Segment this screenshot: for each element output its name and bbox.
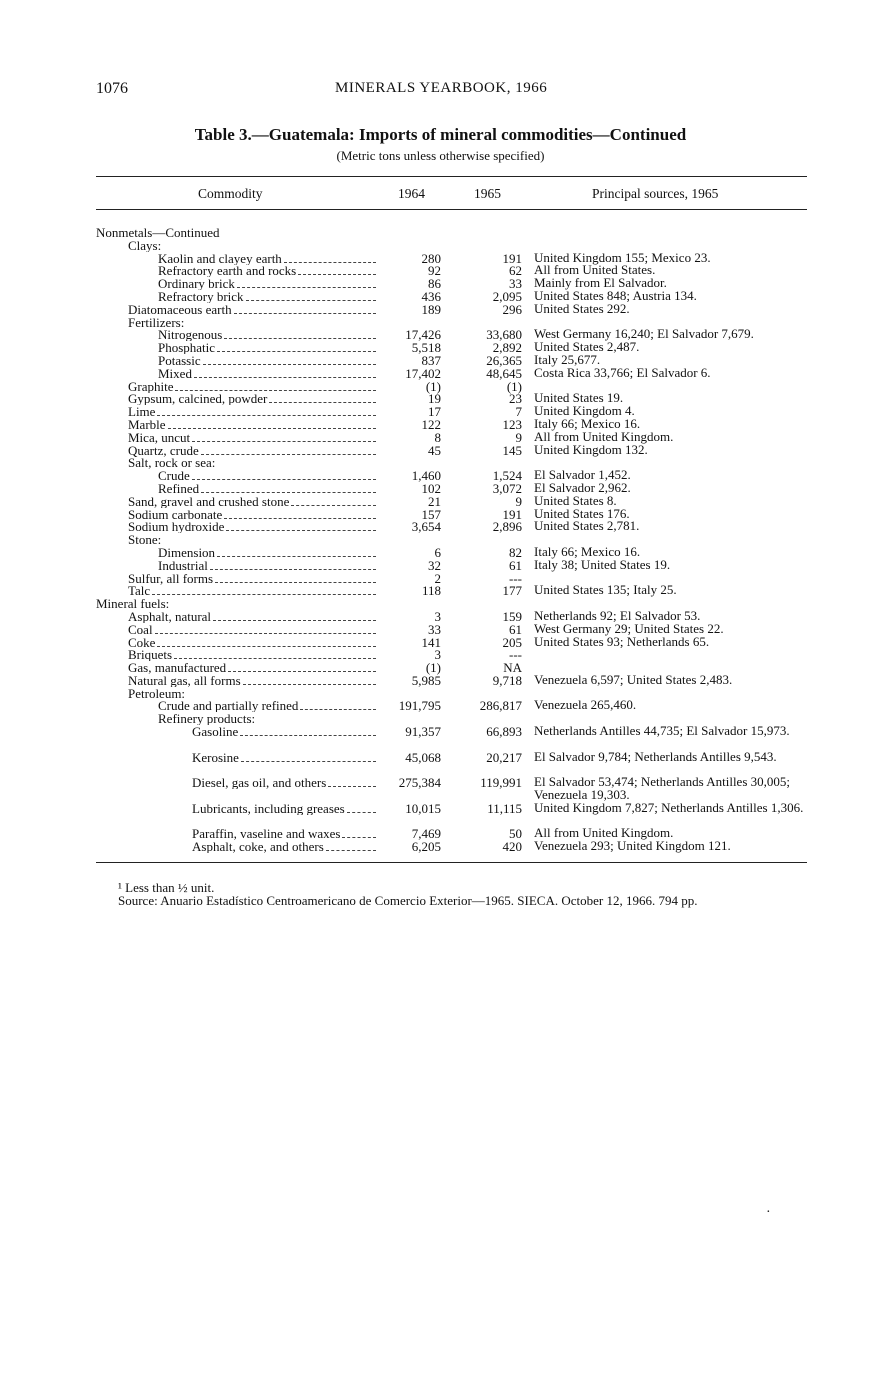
value-1965: 2,095 [492,288,522,304]
table-row [96,492,826,509]
commodity-label [128,661,376,674]
commodity-text: Natural gas, all forms [128,673,241,687]
commodity-text: Lubricants, including greases [192,801,345,815]
commodity-label [128,380,376,393]
commodity-label [128,316,184,329]
value-1965: 9 [515,429,522,445]
table-row [96,671,826,688]
commodity-label [128,239,161,252]
dot-leader [155,624,376,634]
value-1964: 280 [421,250,441,266]
principal-sources: United States 176. [534,505,630,521]
value-1964: 191,795 [398,698,441,714]
principal-sources: United Kingdom 4. [534,403,635,419]
commodity-text: Diatomaceous earth [128,302,232,316]
principal-sources: All from United States. [534,262,656,278]
value-1965: 177 [502,583,522,599]
commodity-text: Talc [128,584,151,598]
dot-leader [228,662,376,672]
dot-leader [298,265,376,275]
value-1964: 17,402 [405,365,441,381]
commodity-label [158,367,376,380]
table-row [96,239,826,252]
principal-sources: All from United Kingdom. [534,428,674,444]
principal-sources: Netherlands Antilles 44,735; El Salvador 15,973. [534,723,790,739]
value-1964: 5,518 [411,340,441,356]
dot-leader [284,253,376,263]
dot-leader [240,726,376,736]
value-1964: 19 [428,391,441,407]
principal-sources: United States 2,487. [534,339,640,355]
value-1964: (1) [425,378,441,394]
commodity-label [158,341,376,354]
commodity-text: Mica, uncut [128,430,191,444]
principal-sources: Italy 25,677. [534,351,601,367]
value-1965: 1,524 [492,468,522,484]
value-1965: 420 [502,839,522,855]
table-row [96,776,826,802]
principal-sources: United States 19. [534,390,624,406]
commodity-text: Gasoline [192,725,239,739]
commodity-text: Briquets [128,648,173,662]
principal-sources: El Salvador 53,474; Netherlands Antilles 30,005; Venezuela 19,303. [534,774,790,803]
value-1964: 837 [421,352,441,368]
dot-leader [234,304,376,314]
dot-leader [157,406,376,416]
commodity-label [128,495,376,508]
table-row [96,249,826,266]
value-1965: 191 [502,506,522,522]
principal-sources: Costa Rica 33,766; El Salvador 6. [534,364,711,380]
commodity-label [192,840,376,853]
value-1965: 33 [509,276,522,292]
value-1964: 118 [421,583,441,599]
dot-leader [226,521,376,531]
dot-leader [246,291,376,301]
value-1965: (1) [506,378,522,394]
table-row [96,687,826,700]
principal-sources: West Germany 16,240; El Salvador 7,679. [534,326,754,342]
table-row [96,226,826,239]
commodity-label [128,444,376,457]
principal-sources: El Salvador 1,452. [534,467,631,483]
dot-leader [241,752,376,762]
commodity-label [158,264,376,277]
table-row [96,520,826,533]
value-1965: 9 [515,493,522,509]
value-1965: 23 [509,391,522,407]
table-row [96,328,826,341]
value-1965: 191 [502,250,522,266]
principal-sources: El Salvador 9,784; Netherlands Antilles 9,543. [534,748,777,764]
commodity-text: Asphalt, coke, and others [192,840,324,854]
table-row [96,300,826,317]
table-title: Table 3.—Guatemala: Imports of mineral commodities—Continued [194,125,687,144]
value-1964: 86 [428,276,441,292]
value-1964: 3 [434,608,441,624]
value-1964: 157 [421,506,441,522]
commodity-label [128,648,376,661]
commodity-label [192,751,376,764]
commodity-label [158,712,255,725]
commodity-text: Mineral fuels: [96,597,170,611]
value-1965: 119,991 [480,775,522,791]
header-sources: Principal sources, 1965 [592,186,719,201]
commodity-text: Coke [128,635,156,649]
table-top-rule [96,176,807,177]
commodity-text: Fertilizers: [128,315,185,329]
running-head: MINERALS YEARBOOK, 1966 [335,80,548,96]
principal-sources: Italy 38; United States 19. [534,556,671,572]
value-1965: 82 [509,544,522,560]
commodity-text: Diesel, gas oil, and others [192,776,327,790]
principal-sources: Italy 66; Mexico 16. [534,543,641,559]
stray-dot-mark: · [766,1205,771,1220]
commodity-text: Gypsum, calcined, powder [128,392,268,406]
commodity-text: Asphalt, natural [128,609,212,623]
table-row [96,392,826,405]
table-row [96,699,826,712]
value-1964: 102 [421,480,441,496]
commodity-text: Salt, rock or sea: [128,456,216,470]
value-1965: 286,817 [479,698,522,714]
value-1964: 33 [428,621,441,637]
value-1964: 10,015 [405,800,441,816]
table-body [96,226,826,853]
commodity-label [128,392,376,405]
principal-sources: United States 2,781. [534,518,640,534]
principal-sources: United States 135; Italy 25. [534,582,677,598]
commodity-label [128,533,161,546]
value-1964: 6 [434,544,441,560]
dot-leader [192,470,376,480]
commodity-text: Stone: [128,533,162,547]
commodity-text: Ordinary brick [158,277,235,291]
value-1965: 7 [515,404,522,420]
commodity-label [192,725,376,738]
table-row [96,380,826,393]
table-row [96,277,826,290]
commodity-label [158,290,376,303]
commodity-label [128,687,185,700]
commodity-label [128,584,376,597]
commodity-text: Kaolin and clayey earth [158,251,282,265]
commodity-text: Potassic [158,353,201,367]
value-1965: 205 [502,634,522,650]
commodity-label [192,827,376,840]
table-row [96,584,826,597]
table-row [96,543,826,560]
table-row [96,264,826,277]
dot-leader [217,547,376,557]
dot-leader [201,483,376,493]
value-1964: 17 [428,404,441,420]
dot-leader [175,381,376,391]
commodity-label [128,431,376,444]
value-1964: 122 [421,416,441,432]
table-row [96,456,826,469]
commodity-text: Refinery products: [158,712,256,726]
value-1964: 7,469 [411,826,441,842]
dot-leader [269,393,376,403]
dot-leader [237,278,376,288]
commodity-label [192,776,376,789]
table-row [96,620,826,637]
dot-leader [194,368,376,378]
commodity-label [128,456,215,469]
value-1965: 9,718 [492,672,522,688]
value-1965: 61 [509,557,522,573]
table-row [96,799,826,828]
table-row [96,840,826,853]
value-1964: 17,426 [405,327,441,343]
commodity-label [128,520,376,533]
table-row [96,597,826,610]
commodity-label [96,597,169,610]
commodity-text: Phosphatic [158,341,216,355]
dot-leader [243,675,376,685]
commodity-label [128,418,376,431]
table-row [96,648,826,661]
value-1965: 62 [509,263,522,279]
table-row [96,341,826,354]
principal-sources: United Kingdom 155; Mexico 23. [534,249,711,265]
dot-leader [300,700,376,710]
principal-sources: Mainly from El Salvador. [534,275,667,291]
commodity-label [158,328,376,341]
table-row [96,428,826,445]
dot-leader [213,611,376,621]
dot-leader [152,585,376,595]
dot-leader [326,841,376,851]
table-row [96,441,826,458]
principal-sources: Venezuela 265,460. [534,697,637,713]
value-1964: 3,654 [411,519,441,535]
table-row [96,405,826,418]
table-row [96,415,826,432]
commodity-label [128,636,376,649]
commodity-text: Refractory brick [158,289,244,303]
commodity-text: Petroleum: [128,686,186,700]
header-1964: 1964 [398,186,425,201]
commodity-text: Sulfur, all forms [128,571,214,585]
commodity-text: Dimension [158,545,216,559]
dot-leader [328,777,376,787]
footnote-1: ¹ Less than ½ unit. [118,880,215,895]
value-1965: 2,892 [492,340,522,356]
commodity-text: Quartz, crude [128,443,199,457]
table-row [96,556,826,573]
commodity-text: Crude [158,469,190,483]
dot-leader [192,432,376,442]
commodity-label [158,559,376,572]
commodity-text: Kerosine [192,750,239,764]
table-row [96,572,826,585]
value-1965: 3,072 [492,480,522,496]
dot-leader [174,649,376,659]
commodity-label [128,674,376,687]
value-1964: 45 [428,442,441,458]
commodity-label [96,226,220,239]
dot-leader [224,329,376,339]
dot-leader [168,419,376,429]
dot-leader [347,803,376,813]
value-1965: 11,115 [487,800,522,816]
principal-sources: United States 848; Austria 134. [534,287,697,303]
commodity-text: Sodium carbonate [128,507,223,521]
value-1964: 91,357 [405,724,441,740]
principal-sources: Venezuela 6,597; United States 2,483. [534,671,733,687]
value-1965: 26,365 [486,352,522,368]
table-row [96,748,826,777]
table-header-rule [96,209,807,210]
commodity-label [128,623,376,636]
value-1964: 21 [428,493,441,509]
commodity-label [128,303,376,316]
dot-leader [291,496,376,506]
principal-sources: Netherlands 92; El Salvador 53. [534,607,701,623]
value-1964: 2 [434,570,441,586]
table-row [96,725,826,751]
header-1965: 1965 [474,186,501,201]
value-1964: 1,460 [411,468,441,484]
value-1965: --- [509,647,522,663]
commodity-text: Nitrogenous [158,328,223,342]
commodity-text: Coal [128,622,153,636]
principal-sources: Italy 66; Mexico 16. [534,415,641,431]
table-row [96,533,826,546]
principal-sources: United States 93; Netherlands 65. [534,633,710,649]
table-row [96,505,826,522]
commodity-label [158,277,376,290]
commodity-label [158,482,376,495]
commodity-label [158,354,376,367]
principal-sources: United States 292. [534,300,630,316]
value-1964: 8 [434,429,441,445]
commodity-label [128,610,376,623]
principal-sources: Venezuela 293; United Kingdom 121. [534,838,731,854]
commodity-text: Refined [158,481,200,495]
commodity-text: Lime [128,405,156,419]
commodity-label [128,405,376,418]
value-1965: 2,896 [492,519,522,535]
value-1964: 275,384 [398,775,441,791]
page-number: 1076 [96,80,128,97]
value-1965: 20,217 [486,749,522,765]
commodity-text: Nonmetals—Continued [96,226,220,239]
value-1965: 61 [509,621,522,637]
value-1964: 6,205 [411,839,441,855]
table-row [96,364,826,381]
commodity-label [128,572,376,585]
principal-sources: United States 8. [534,492,617,508]
dot-leader [201,445,376,455]
dot-leader [342,828,376,838]
commodity-text: Graphite [128,379,174,393]
value-1964: 5,985 [411,672,441,688]
principal-sources: United Kingdom 132. [534,441,648,457]
value-1965: 33,680 [486,327,522,343]
value-1965: 50 [509,826,522,842]
commodity-label [128,508,376,521]
dot-leader [215,573,376,583]
commodity-label [192,802,376,815]
value-1964: 189 [421,301,441,317]
value-1965: --- [509,570,522,586]
commodity-label [158,252,376,265]
table-row [96,633,826,650]
value-1965: 66,893 [486,724,522,740]
header-commodity: Commodity [198,186,263,201]
table-row [96,469,826,482]
dot-leader [210,560,376,570]
table-row [96,479,826,496]
value-1965: 123 [502,416,522,432]
value-1964: 32 [428,557,441,573]
commodity-text: Sodium hydroxide [128,520,225,534]
commodity-text: Sand, gravel and crushed stone [128,494,290,508]
commodity-text: Marble [128,417,166,431]
value-1964: 45,068 [405,749,441,765]
value-1964: 3 [434,647,441,663]
value-1964: (1) [425,660,441,676]
table-subtitle: (Metric tons unless otherwise specified) [336,148,545,163]
value-1964: 92 [428,263,441,279]
table-row [96,287,826,304]
principal-sources: West Germany 29; United States 22. [534,620,724,636]
commodity-text: Clays: [128,238,162,252]
principal-sources: El Salvador 2,962. [534,479,631,495]
commodity-text: Refractory earth and rocks [158,264,297,278]
commodity-text: Paraffin, vaseline and waxes [192,827,341,841]
commodity-text: Mixed [158,366,192,380]
dot-leader [203,355,376,365]
commodity-text: Crude and partially refined [158,699,299,713]
source-note: Source: Anuario Estadístico Centroamericano de Comercio Exterior—1965. SIECA. October 12, 1966. 794 pp. [118,893,698,908]
dot-leader [157,637,376,647]
value-1965: 296 [502,301,522,317]
commodity-label [158,699,376,712]
commodity-text: Gas, manufactured [128,661,227,675]
value-1965: 159 [502,608,522,624]
principal-sources: United Kingdom 7,827; Netherlands Antilles 1,306. [534,799,804,815]
value-1965: 145 [502,442,522,458]
value-1965: 48,645 [486,365,522,381]
principal-sources: All from United Kingdom. [534,825,674,841]
value-1964: 436 [421,288,441,304]
dot-leader [217,342,376,352]
commodity-label [158,469,376,482]
value-1964: 141 [421,634,441,650]
table-row [96,351,826,368]
table-bottom-rule [96,862,807,863]
commodity-text: Industrial [158,558,208,572]
value-1965: NA [503,660,522,676]
dot-leader [224,509,376,519]
commodity-label [158,546,376,559]
